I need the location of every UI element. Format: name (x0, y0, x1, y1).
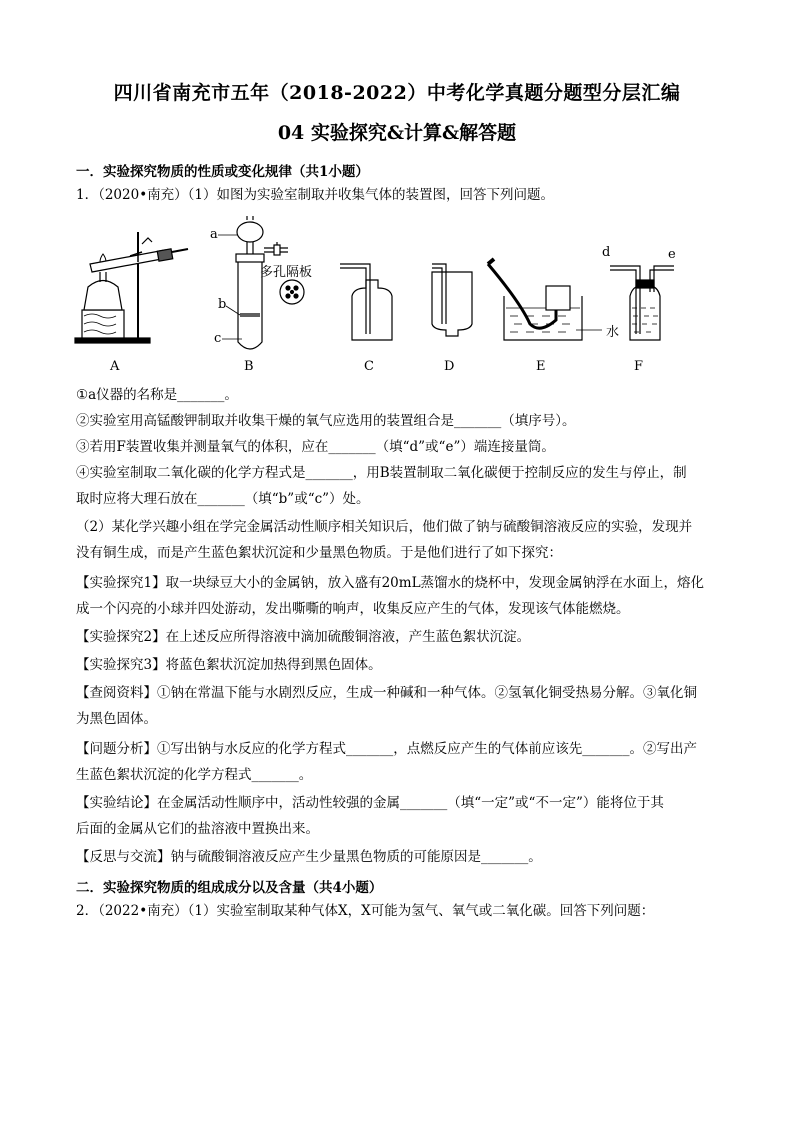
label-a-apparatus: A (110, 359, 120, 374)
q1-item-3: ③若用F装置收集并测量氧气的体积，应在_______（填“d”或“e”）端连接量筒。 (76, 439, 555, 455)
q1-part2-line-10: 生蓝色絮状沉淀的化学方程式_______。 (76, 767, 313, 783)
label-b-apparatus: B (244, 359, 254, 374)
tag-d: d (602, 245, 611, 260)
section-heading-1: 一．实验探究物质的性质或变化规律（共1小题） (76, 164, 369, 180)
q1-item-4: ④实验室制取二氧化碳的化学方程式是_______，用B装置制取二氧化碳便于控制反应的发生与停止，制 (76, 465, 687, 481)
tag-e: e (668, 247, 676, 262)
q1-part2-line-12: 后面的金属从它们的盐溶液中置换出来。 (76, 821, 319, 837)
q1-part2-line-1: （2）某化学兴趣小组在学完金属活动性顺序相关知识后，他们做了钠与硫酸铜溶液反应的实验，发现并 (76, 519, 693, 535)
water-label: 水 (606, 325, 620, 340)
porous-plate-label: 多孔隔板 (260, 265, 313, 280)
label-f-apparatus: F (634, 359, 644, 374)
label-d-apparatus: D (444, 359, 455, 374)
apparatus-c (340, 264, 392, 374)
apparatus-a (75, 232, 188, 374)
document-subtitle: 04 实验探究&计算&解答题 (277, 122, 517, 144)
label-e-apparatus: E (536, 359, 546, 374)
apparatus-figure (70, 212, 676, 382)
q1-item-4-cont: 取时应将大理石放在_______（填“b”或“c”）处。 (76, 491, 370, 507)
tag-c: c (214, 331, 222, 346)
apparatus-e (488, 259, 619, 374)
section-heading-2: 二．实验探究物质的组成成分以及含量（共4小题） (76, 880, 383, 896)
apparatus-d (432, 264, 472, 374)
q1-part2-line-11: 【实验结论】在金属活动性顺序中，活动性较强的金属_______（填“一定”或“不一定”）能将位于其 (76, 795, 664, 811)
document-title: 四川省南充市五年（2018-2022）中考化学真题分题型分层汇编 (113, 82, 681, 104)
q1-part2-line-3: 【实验探究1】取一块绿豆大小的金属钠，放入盛有20mL蒸馏水的烧杯中，发现金属钠浮在水面上，熔化 (76, 575, 705, 591)
question-1-intro: 1．（2020•南充）（1）如图为实验室制取并收集气体的装置图，回答下列问题。 (76, 187, 554, 203)
q1-item-2: ②实验室用高锰酸钾制取并收集干燥的氧气应选用的装置组合是_______（填序号）。 (76, 413, 576, 429)
tag-a: a (210, 227, 218, 242)
label-c-apparatus: C (364, 359, 374, 374)
apparatus-b (210, 216, 312, 374)
q1-part2-line-13: 【反思与交流】钠与硫酸铜溶液反应产生少量黑色物质的可能原因是_______。 (76, 849, 542, 865)
tag-b: b (218, 297, 227, 312)
q1-part2-line-2: 没有铜生成，而是产生蓝色絮状沉淀和少量黑色物质。于是他们进行了如下探究： (76, 545, 562, 561)
q1-part2-line-6: 【实验探究3】将蓝色絮状沉淀加热得到黑色固体。 (76, 657, 382, 673)
apparatus-f (602, 245, 676, 374)
q1-part2-line-7: 【查阅资料】①钠在常温下能与水剧烈反应，生成一种碱和一种气体。②氢氧化铜受热易分解。③氧化铜 (76, 685, 697, 701)
q1-part2-line-4: 成一个闪亮的小球并四处游动，发出嘶嘶的响声，收集反应产生的气体，发现该气体能燃烧。 (76, 601, 630, 617)
question-2-intro: 2．（2022•南充）（1）实验室制取某种气体X，X可能为氢气、氧气或二氧化碳。回答下列问题： (76, 903, 655, 919)
q1-item-1: ①a仪器的名称是_______。 (76, 387, 238, 403)
q1-part2-line-5: 【实验探究2】在上述反应所得溶液中滴加硫酸铜溶液，产生蓝色絮状沉淀。 (76, 629, 531, 645)
q1-part2-line-8: 为黑色固体。 (76, 711, 157, 727)
q1-part2-line-9: 【问题分析】①写出钠与水反应的化学方程式_______，点燃反应产生的气体前应该先_______。②写出产 (76, 741, 697, 757)
